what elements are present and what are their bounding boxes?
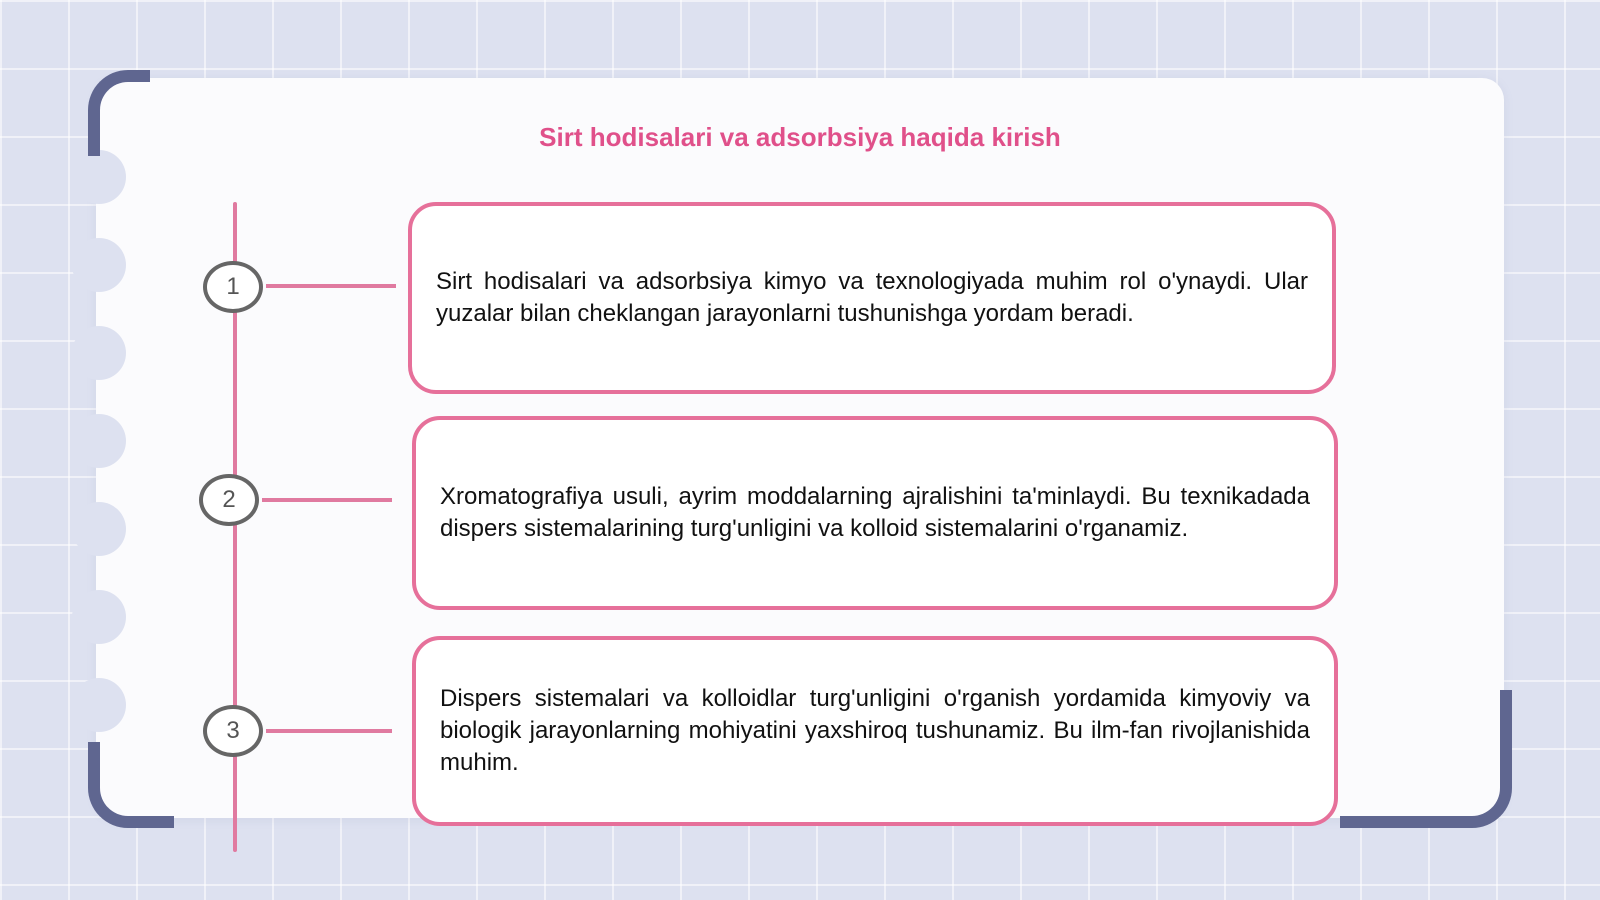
scallop-edge — [72, 326, 126, 380]
corner-bracket-bottom-right — [1340, 690, 1512, 828]
scallop-edge — [72, 150, 126, 204]
info-box-2 — [412, 416, 1338, 610]
scallop-edge — [72, 590, 126, 644]
corner-bracket-bottom-left — [88, 742, 174, 828]
step-number-2: 2 — [199, 474, 259, 526]
connector-1 — [266, 284, 396, 288]
scallop-edge — [72, 502, 126, 556]
slide-title: Sirt hodisalari va adsorbsiya haqida kirish — [539, 122, 1061, 152]
step-number-1: 1 — [203, 261, 263, 313]
connector-2 — [262, 498, 392, 502]
info-text-1: Sirt hodisalari va adsorbsiya kimyo va texnologiyada muhim rol o'ynaydi. Ular yuzalar bilan cheklangan jarayonlarni tushunishga yordam beradi. — [436, 268, 1308, 327]
info-box-3 — [412, 636, 1338, 826]
step-number-3: 3 — [203, 705, 263, 757]
scallop-edge — [72, 238, 126, 292]
scallop-edge — [72, 414, 126, 468]
corner-bracket-top-left — [88, 70, 150, 156]
info-box-1 — [408, 202, 1336, 394]
info-text-3: Dispers sistemalari va kolloidlar turg'unligini o'rganish yordamida kimyoviy va biologik jarayonlarning mohiyatini yaxshiroq tushunamiz. Bu ilm-fan rivojlanishida muhim. — [440, 685, 1310, 776]
info-text-2: Xromatografiya usuli, ayrim moddalarning ajralishini ta'minlaydi. Bu texnikadada dispers sistemalarining turg'unligini va kolloid sistemalarini o'rganamiz. — [440, 483, 1310, 542]
scallop-edge — [72, 678, 126, 732]
connector-3 — [266, 729, 392, 733]
